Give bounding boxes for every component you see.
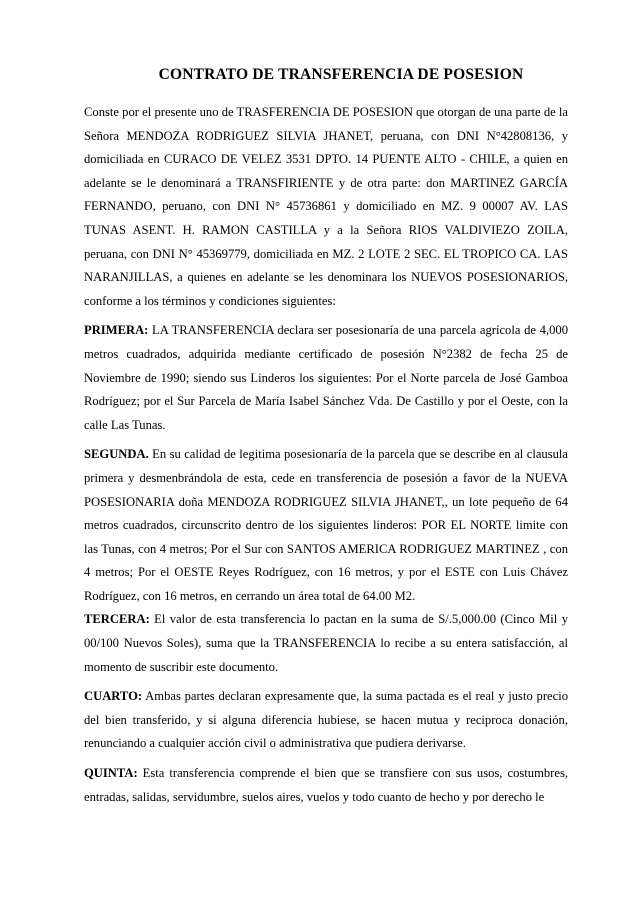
clause-text: Ambas partes declaran expresamente que, la suma pactada es el real y justo precio del bien transferido, y si alguna diferencia hubiese, se hacen mutua y reciproca donación, renunciando a cualquier acción civil o administrativa que pudiera derivarse. — [84, 689, 568, 751]
intro-paragraph: Conste por el presente uno de TRASFERENCIA DE POSESION que otorgan de una parte de la Señora MENDOZA RODRIGUEZ SILVIA JHANET, peruana, con DNI N°42808136, y domiciliada en CURACO DE VELEZ 3531 DPTO. 14 PUENTE ALTO - CHILE, a quien en adelante se le denominará a TRANSFIRIENTE y de otra parte: don MARTINEZ GARCÍA FERNANDO, peruano, con DNI N° 45736861 y domiciliado en MZ. 9 00007 AV. LAS TUNAS ASENT. H. RAMON CASTILLA y a la Señora RIOS VALDIVIEZO ZOILA, peruana, con DNI N° 45369779, domiciliada en MZ. 2 LOTE 2 SEC. EL TROPICO CA. LAS NARANJILLAS, a quienes en adelante se les denominara los NUEVOS POSESIONARIOS, conforme a los términos y condiciones siguientes: — [84, 105, 568, 308]
clause-label: PRIMERA: — [84, 323, 149, 338]
clause-primera — [84, 319, 568, 437]
clause-cuarto — [84, 685, 568, 756]
clause-text: El valor de esta transferencia lo pactan en la suma de S/.5,000.00 (Cinco Mil y 00/100 Nuevos Soles), suma que la TRANSFERENCIA lo recibe a su entera satisfacción, al momento de suscribir este documento. — [84, 612, 568, 674]
clause-quinta — [84, 762, 568, 809]
clause-label: CUARTO: — [84, 689, 143, 704]
clause-segunda — [84, 443, 568, 608]
clause-text: LA TRANSFERENCIA declara ser posesionaría de una parcela agrícola de 4,000 metros cuadrados, adquirida mediante certificado de posesión N°2382 de fecha 25 de Noviembre de 1990; siendo sus Linderos los siguientes: Por el Norte parcela de José Gamboa Rodríguez; por el Sur Parcela de María Isabel Sánchez Vda. De Castillo y por el Oeste, con la calle Las Tunas. — [84, 323, 568, 432]
clause-text: Esta transferencia comprende el bien que se transfiere con sus usos, costumbres, entradas, salidas, servidumbre, suelos aires, vuelos y todo cuanto de hecho y por derecho le — [84, 766, 568, 804]
document-body — [84, 101, 568, 815]
clause-label: SEGUNDA. — [84, 447, 149, 462]
clause-text: En su calidad de legitima posesionaría de la parcela que se describe en al clausula primera y desmenbrándola de esta, cede en transferencia de posesión a favor de la NUEVA POSESIONARIA doña MENDOZA RODRIGUEZ SILVIA JHANET,, un lote pequeño de 64 metros cuadrados, circunscrito dentro de los siguientes linderos: POR EL NORTE limite con las Tunas, con 4 metros; Por el Sur con SANTOS AMERICA RODRIGUEZ MARTINEZ , con 4 metros; Por el OESTE Reyes Rodríguez, con 16 metros, y por el ESTE con Luis Chávez Rodríguez, con 16 metros, en cerrando un área total de 64.00 M2. — [84, 447, 568, 603]
clause-label: QUINTA: — [84, 766, 138, 781]
page-title: CONTRATO DE TRANSFERENCIA DE POSESION — [158, 66, 524, 83]
clause-tercera — [84, 608, 568, 679]
clause-label: TERCERA: — [84, 612, 150, 627]
